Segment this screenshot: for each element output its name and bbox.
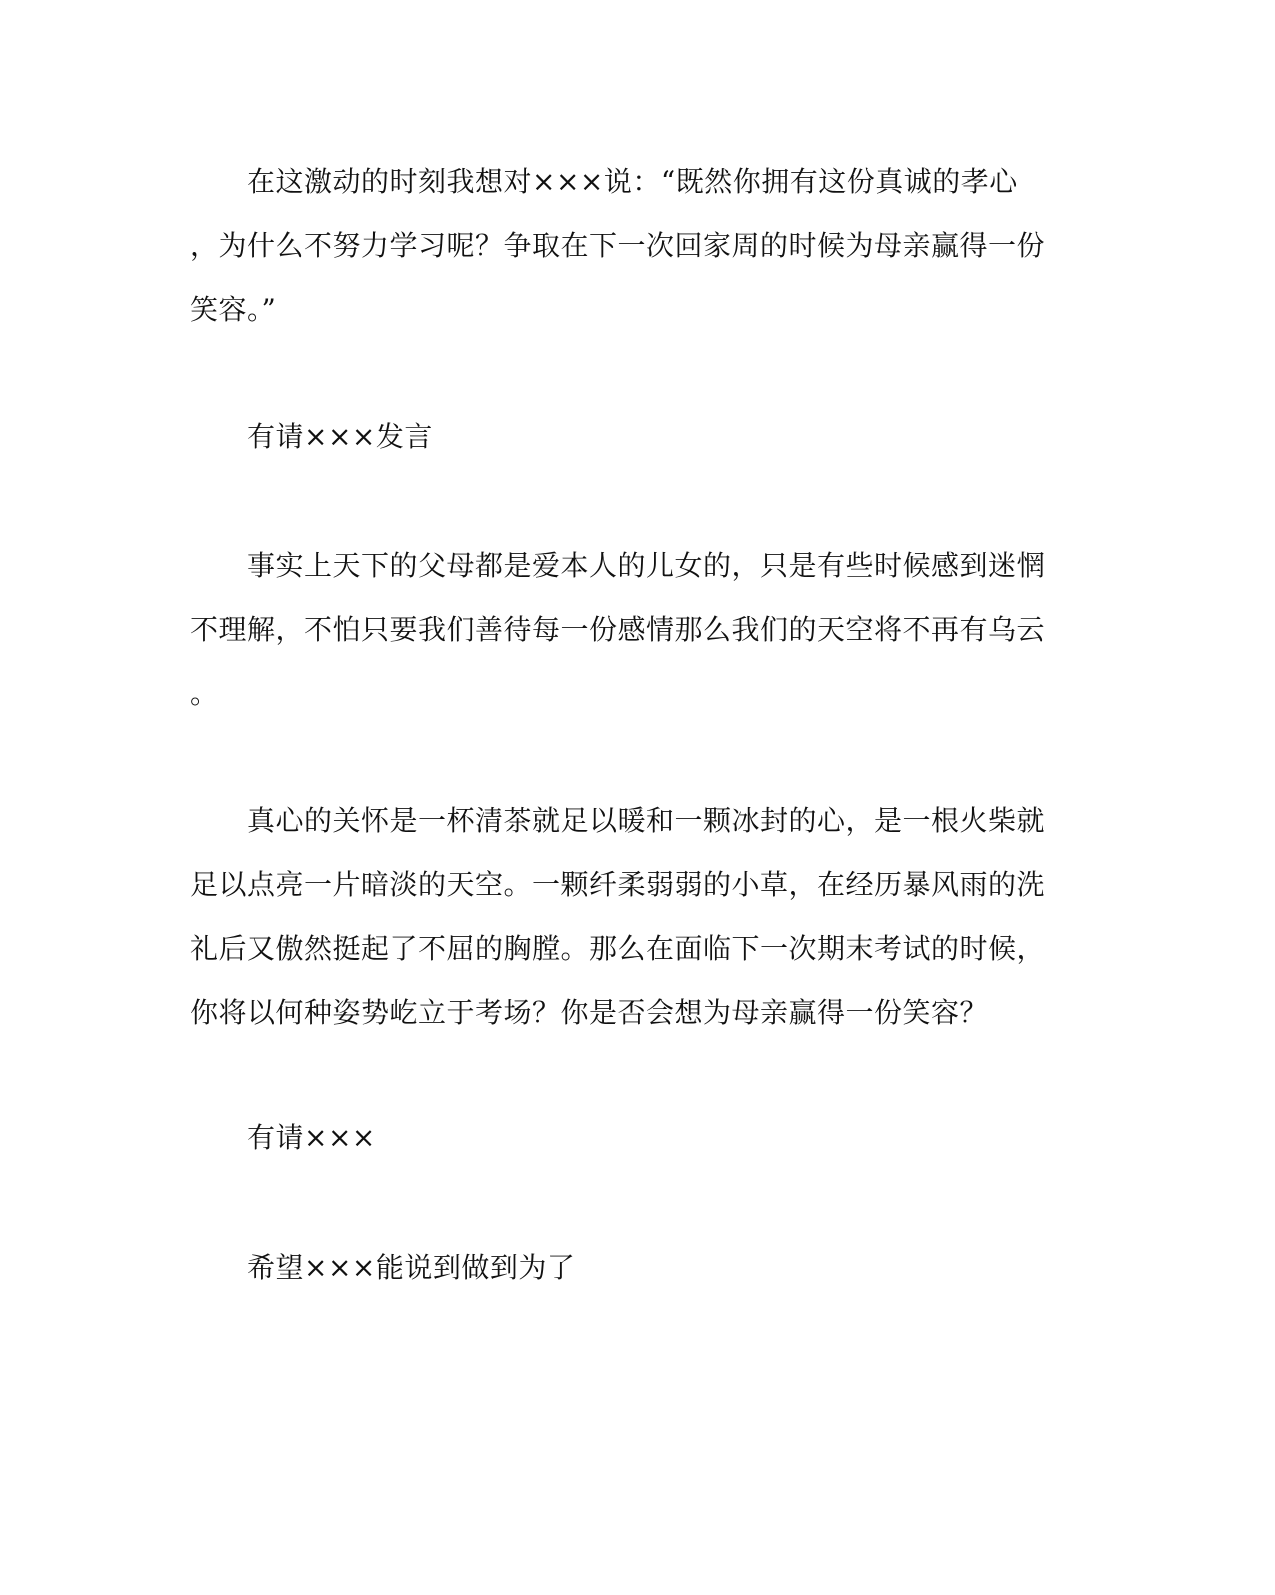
text-line: 。 <box>190 677 219 710</box>
text-line: 礼后又傲然挺起了不屈的胸膛。那么在面临下一次期末考试的时候， <box>190 932 1046 965</box>
text-line: 有请×××发言 <box>247 420 433 453</box>
paragraph-1 <box>190 150 1050 342</box>
paragraph-3 <box>190 534 1050 726</box>
text-line: 不理解，不怕只要我们善待每一份感情那么我们的天空将不再有乌云 <box>190 613 1046 646</box>
text-line: 笑容。” <box>190 293 277 326</box>
text-line: 足以点亮一片暗淡的天空。一颗纤柔弱弱的小草，在经历暴风雨的洗 <box>190 868 1046 901</box>
text-line: 希望×××能说到做到为了 <box>247 1251 576 1284</box>
paragraph-5 <box>190 1106 1050 1170</box>
text-line: 真心的关怀是一杯清茶就足以暖和一颗冰封的心，是一根火柴就 <box>247 804 1046 837</box>
paragraph-2 <box>190 405 1050 469</box>
paragraph-4 <box>190 789 1050 1045</box>
text-line: 事实上天下的父母都是爱本人的儿女的，只是有些时候感到迷惘 <box>247 549 1046 582</box>
text-line: 你将以何种姿势屹立于考场？你是否会想为母亲赢得一份笑容？ <box>190 996 989 1029</box>
text-line: ，为什么不努力学习呢？争取在下一次回家周的时候为母亲赢得一份 <box>190 229 1046 262</box>
text-line: 有请××× <box>247 1121 376 1154</box>
paragraph-6 <box>190 1236 1050 1300</box>
text-line: 在这激动的时刻我想对×××说：“既然你拥有这份真诚的孝心 <box>247 165 1018 198</box>
